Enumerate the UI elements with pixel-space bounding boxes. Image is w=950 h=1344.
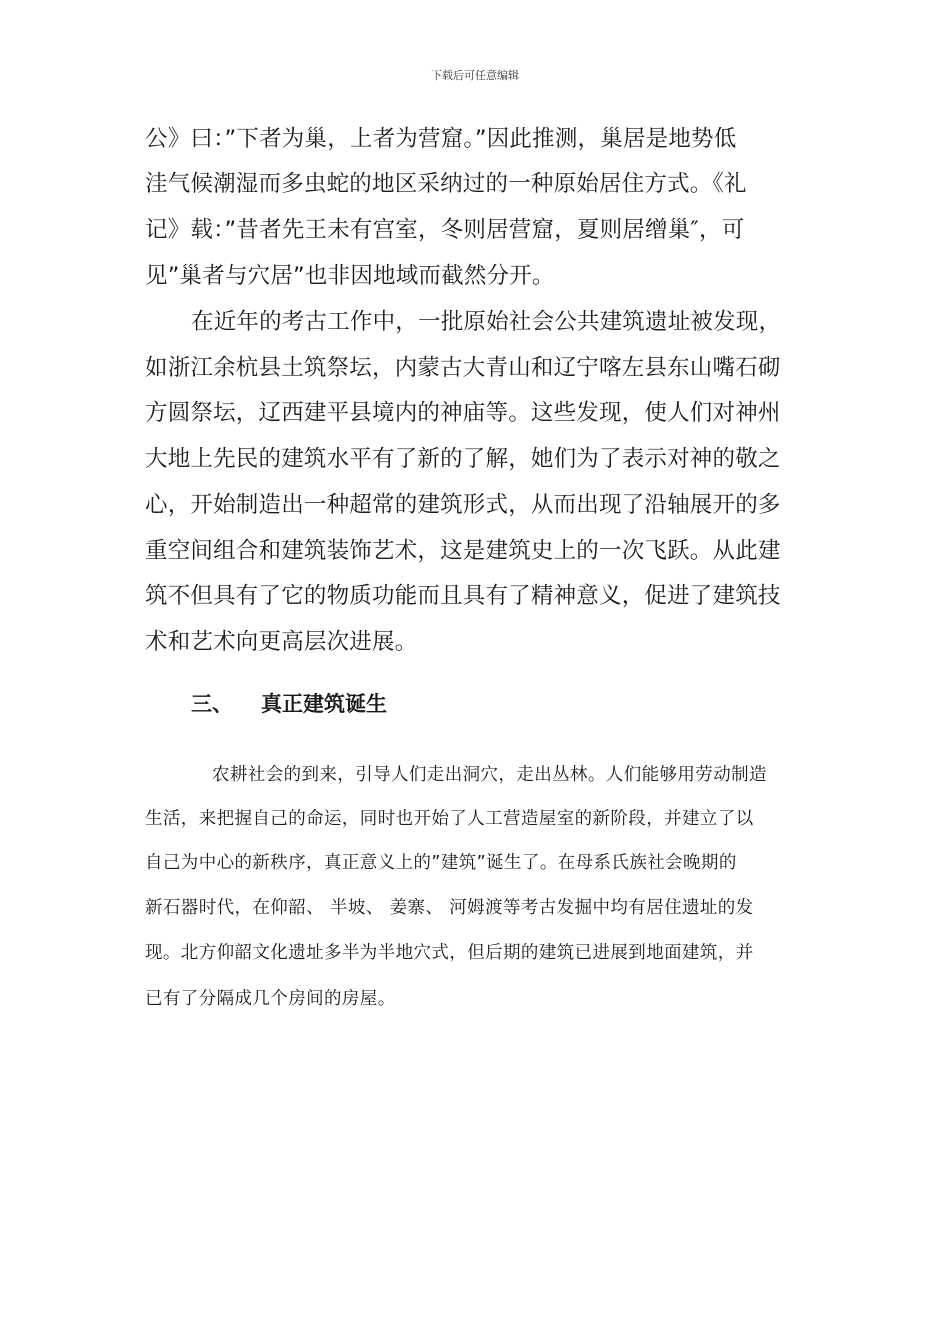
text-line: 方圆祭坛，辽西建平县境内的神庙等。这些发现，使人们对神州 <box>145 400 781 426</box>
text-line: 农耕社会的到来，引导人们走出洞穴，走出丛林。人们能够用劳动制造 <box>212 765 767 785</box>
text-line: 见”巢者与穴居”也非因地域而截然分开。 <box>145 263 555 289</box>
text-line: 记》载：”昔者先王未有宫室，冬则居营窟，夏则居缯巢″，可 <box>145 217 745 243</box>
text-line: 自己为中心的新秩序，真正意义上的”建筑”诞生了。在母系氏族社会晚期的 <box>145 853 737 873</box>
text-line: 洼气候潮湿而多虫蛇的地区采纳过的一种原始居住方式。《礼 <box>145 171 747 197</box>
text-line: 心，开始制造出一种超常的建筑形式，从而出现了沿轴展开的多 <box>145 492 781 518</box>
text-line: 现。北方仰韶文化遗址多半为半地穴式，但后期的建筑已进展到地面建筑，并 <box>145 943 754 963</box>
text-line: 大地上先民的建筑水平有了新的了解，她们为了表示对神的敬之 <box>145 446 781 472</box>
text-line: 在近年的考古工作中，一批原始社会公共建筑遗址被发现， <box>191 309 782 335</box>
text-line: 如浙江余杭县土筑祭坛，内蒙古大青山和辽宁喀左县东山嘴石砌 <box>145 355 781 381</box>
page-header: 下载后可任意编辑 <box>431 69 519 82</box>
section-title: 真正建筑诞生 <box>261 692 387 716</box>
text-line: 公》曰：”下者为巢，上者为营窟。”因此推测，巢居是地势低 <box>145 126 737 152</box>
text-line: 生活，来把握自己的命运，同时也开始了人工营造屋室的新阶段，并建立了以 <box>145 809 754 829</box>
text-line: 新石器时代，在仰韶、 半坡、 姜寨、 河姆渡等考古发掘中均有居住遗址的发 <box>145 898 754 918</box>
text-line: 术和艺术向更高层次进展。 <box>145 629 418 655</box>
section-heading <box>191 688 387 718</box>
text-line: 筑不但具有了它的物质功能而且具有了精神意义，促进了建筑技 <box>145 583 781 609</box>
section-number: 三、 <box>191 692 233 716</box>
text-line: 重空间组合和建筑装饰艺术，这是建筑史上的一次飞跃。从此建 <box>145 538 781 564</box>
text-line: 已有了分隔成几个房间的房屋。 <box>145 989 396 1009</box>
